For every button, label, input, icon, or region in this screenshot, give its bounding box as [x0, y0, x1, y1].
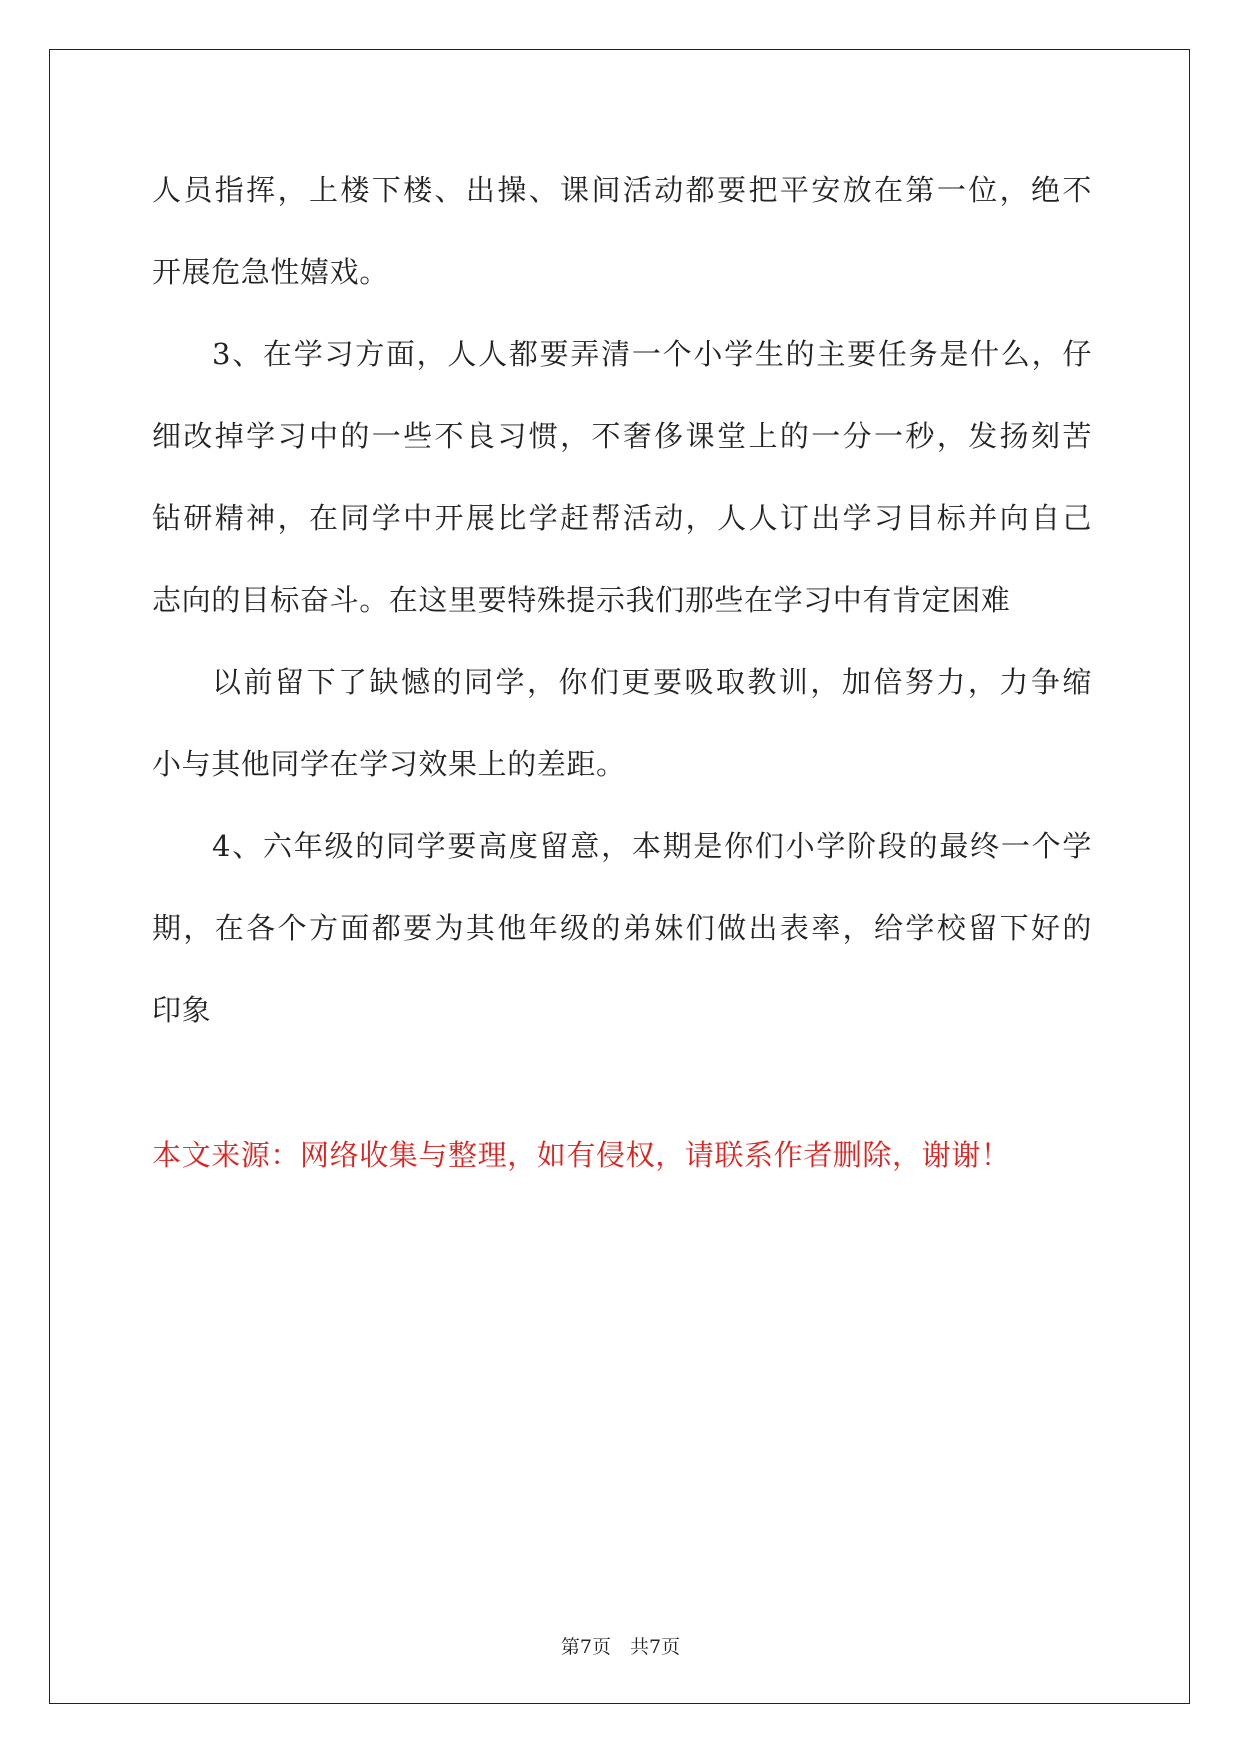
body-line-4: 细改掉学习中的一些不良习惯，不奢侈课堂上的一分一秒，发扬刻苦: [152, 419, 1092, 453]
body-line-1: 人员指挥，上楼下楼、出操、课间活动都要把平安放在第一位，绝不: [152, 173, 1092, 207]
body-line-9: 4、六年级的同学要高度留意，本期是你们小学阶段的最终一个学: [212, 829, 1092, 863]
body-line-8: 小与其他同学在学习效果上的差距。: [152, 747, 626, 781]
body-line-10: 期，在各个方面都要为其他年级的弟妹们做出表率，给学校留下好的: [152, 911, 1092, 945]
body-line-3: 3、在学习方面，人人都要弄清一个小学生的主要任务是什么，仔: [212, 337, 1092, 371]
body-line-11: 印象: [152, 993, 212, 1027]
body-line-6: 志向的目标奋斗。在这里要特殊提示我们那些在学习中有肯定困难: [152, 583, 1011, 617]
source-notice: 本文来源：网络收集与整理，如有侵权，请联系作者删除，谢谢！: [152, 1138, 1011, 1172]
body-line-5: 钻研精神，在同学中开展比学赶帮活动，人人订出学习目标并向自己: [152, 501, 1092, 535]
page-border: [49, 49, 1190, 1704]
body-line-7: 以前留下了缺憾的同学，你们更要吸取教训，加倍努力，力争缩: [212, 665, 1092, 699]
page-number-footer: 第7页 共7页: [560, 1636, 681, 1658]
body-line-2: 开展危急性嬉戏。: [152, 255, 389, 289]
